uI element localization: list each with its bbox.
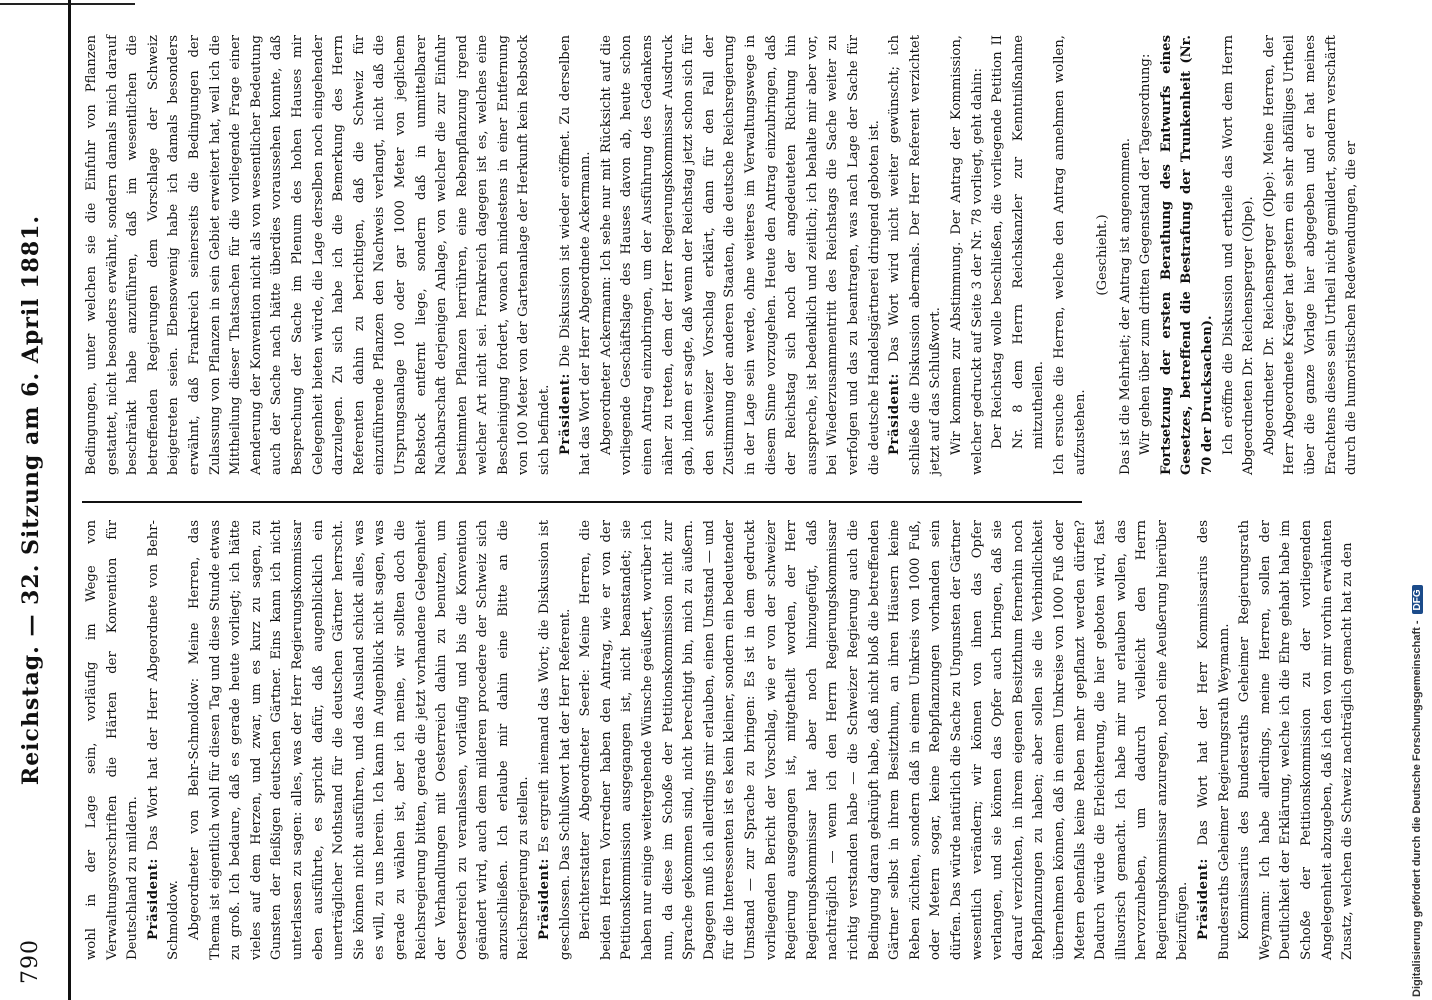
paragraph (1157, 35, 1219, 475)
paragraph-text: Fortsetzung der ersten Berathung des Entwurfs eines Gesetzes, betreffend die Bestrafung der Trunkenheit (Nr. 70 der Drucksachen). (1158, 35, 1216, 475)
paragraph-text: Das Wort hat der Herr Abgeordnete von Behr-Schmoldow. (145, 519, 182, 960)
page-number: 790 (18, 939, 43, 984)
paragraph-text: Die Diskussion ist wieder eröffnet. Zu derselben hat das Wort der Herr Abgeordnete Ackermann. (557, 35, 594, 475)
paragraph (556, 35, 597, 475)
paragraph-text: Wir kommen zur Abstimmung. Der Antrag der Kommission, welcher gedruckt auf Seite 3 der Nr. 78 vorliegt, geht dahin: (948, 35, 985, 475)
paragraph-text: Kommissarius des Bundesraths Geheimer Regierungsrath Weymann: Ich habe allerdings, meine Herren, sollen der Deutlichkeit der Erklärung, welche ich die Ehre gehabt habe im Schoße der Petitionskommission zu der vorliegenden Angelegenheit abzugeben, daß ich den von mir vorhin erwähnten Zusatz, welchen die Schweiz nachträglich gemacht hat zu den (1237, 520, 1356, 960)
paragraph (185, 520, 535, 960)
paragraph-text: Wir gehen über zum dritten Gegenstand der Tagesordnung: (1138, 53, 1154, 455)
paragraph (988, 35, 1050, 449)
paragraph (82, 35, 556, 475)
paragraph-text: wohl in der Lage sein, vorläufig im Wege von Verwaltungsvorschriften die Härten der Konvention für Deutschland zu mildern. (84, 520, 141, 960)
paragraph (1260, 35, 1363, 475)
paragraph (1194, 520, 1235, 960)
paragraph (535, 520, 576, 960)
paragraph-text: Berichterstatter Abgeordneter Seerle: Meine Herren, die beiden Herren Vorredner haben den Antrag, wie er von der Petitionskommission ausgegangen ist, nicht beanstandet; sie haben nur einige weitergehende Wünsche geäußert, worüber ich nun, da diese im Schoße der Petitionskommission nicht zur Sprache gekommen sind, nicht berechtigt bin, mich zu äußern. Dagegen muß ich allerdings mir erlauben, einen Umstand — und für die Interessenten ist es kein kleiner, sondern ein bedeutender Umstand — zur Sprache zu bringen: Es ist in dem gedruckt vorliegenden Bericht der Vorschlag, wie er von der schweizer Regierung ausgegangen ist, mitgetheilt worden, der Herr Regierungskommissar hat aber noch hinzugefügt, daß nachträglich — wenn ich den Herrn Regierungskommissar richtig verstanden habe — die Schweizer Regierung auch die Bedingung daran geknüpft habe, daß nicht bloß die betreffenden Gärtner selbst in ihrem Besitzthum, an ihren Häusern keine Reben züchten, sondern daß in einem Umkreis von 1000 Fuß, oder Metern sogar, keine Rebpflanzungen vorhanden sein dürfen. Das würde natürlich die Sache zu Ungunsten der Gärtner wesentlich verändern; wir können von ihnen das Opfer verlangen, und sie können das Opfer auch bringen, daß sie darauf verzichten, in ihrem eigenen Besitzthum fernerhin noch Rebpflanzungen zu haben; aber sollen sie die Verbindlichkeit übernehmen können, daß in einem Umkreise von 1000 Fuß oder Metern ebenfalls keine Reben mehr gepflanzt werden dürfen? Dadurch würde die Erleichterung, die hier geboten wird, fast illusorisch gemacht. Ich habe mir nur erlauben wollen, das hervorzuheben, um dadurch vielleicht den Herrn Regierungskommissar anzuregen, noch eine Aeußerung hierüber beizufügen. (578, 520, 1191, 960)
page-title: Reichstag. — 32. Sitzung am 6. April 1881. (18, 214, 44, 786)
paragraph-text: (Geschieht.) (1095, 214, 1111, 296)
paragraph-text: Bedingungen, unter welchen sie die Einfuhr von Pflanzen gestattet, nicht besonders erwähnt, sondern damals mich darauf beschränkt habe anzuführen, daß im wesentlichen die betreffenden Regierungen dem Vorschlage der Schweiz beigetreten seien. Ebensowenig habe ich damals besonders erwähnt, daß Frankreich seinerseits die Bedingungen der Zulassung von Pflanzen in sein Gebiet erweitert hat, weil ich die Mittheilung dieser Thatsachen für die vorliegende Frage einer Aenderung der Konvention nicht als von wesentlicher Bedeutung auch der Sache nach hätte überdies voraussehen konnte, daß Besprechung der Sache im Plenum des hohen Hauses mir Gelegenheit bieten würde, die Lage derselben noch eingehender darzulegen. Zu sich habe ich die Bemerkung des Herrn Referenten dahin zu berichtigen, daß die Schweiz für einzuführende Pflanzen den Nachweis verlangt, nicht daß die Ursprungsanlage 100 oder gar 1000 Meter von jeglichem Rebstock entfernt liege, sondern daß in unmittelbarer Nachbarschaft derjenigen Anlage, von welcher die zur Einfuhr bestimmten Pflanzen herrühren, eine Rebenpflanzung irgend welcher Art nicht sei. Frankreich dagegen ist es, welches eine Bescheinigung fordert, wonach mindestens in einer Entfernung von 100 Meter von der Gartenanlage der Herkunft kein Rebstock sich befindet. (84, 35, 553, 475)
paragraph-text: Abgeordneter Ackermann: Ich sehe nur mit Rücksicht auf die vorliegende Geschäftslage des Hauses davon ab, heute schon einen Antrag einzubringen, um der Ausführung des Gedankens näher zu treten, dem der Herr Regierungskommissar Ausdruck gab, indem er sagte, daß wenn der Reichstag jetzt schon sich für den schweizer Vorschlag erklärt, dann für den Fall der Zustimmung der anderen Staaten, die deutsche Reichsregierung in der Lage sein werde, ohne weiteres im Verwaltungswege in diesem Sinne vorzugehen. Heute den Antrag einzubringen, daß der Reichstag sich noch der angedeuteten Richtung hin ausspreche, ist bedenklich und zeitlich; ich behalte mir aber vor, bei Wiederzusammentritt des Reichstags die Sache weiter zu verfolgen und das zu beantragen, was nach Lage der Sache für die deutsche Handelsgärtnerei dringend geboten ist. (598, 35, 882, 475)
paragraph (947, 35, 988, 475)
paragraph-text: Ich ersuche die Herren, welche den Antrag annehmen wollen, aufzustehen. (1051, 35, 1088, 475)
paragraph-text: Abgeordneter Dr. Reichensperger (Olpe): Meine Herren, der Herr Abgeordnete Kräger hat gestern ein sehr abfälliges Urtheil über die ganze Vorlage hier abgegeben und er hat meines Erachtens dieses sein Urtheil nicht gemildert, sondern verschärft durch die humoristischen Redewendungen, die er (1261, 35, 1360, 475)
paragraph (885, 35, 947, 475)
paragraph-text: Ich eröffne die Diskussion und ertheile das Wort dem Herrn Abgeordneten Dr. Reichensperger (Olpe). (1220, 35, 1257, 475)
paragraph (1050, 35, 1091, 475)
digitization-credit (1411, 12, 1427, 997)
paragraph (82, 520, 144, 960)
paragraph-text: Das Wort wird nicht weiter gewünscht; ich schließe die Diskussion abermals. Der Herr Referent verzichtet jetzt auf das Schlußwort. (887, 35, 944, 475)
paragraph (1219, 35, 1260, 475)
speaker-label: Präsident: (557, 372, 573, 455)
speaker-label: Präsident: (145, 857, 161, 940)
paragraph (1116, 35, 1137, 475)
speaker-label: Präsident: (887, 372, 903, 455)
credit-text: Digitalisierung gefördert durch die Deutsche Forschungsgemeinschaft - (1411, 620, 1423, 997)
left-column (82, 519, 1356, 960)
paragraph (144, 520, 185, 960)
paragraph (576, 520, 1194, 960)
paragraph-text: Das Wort hat der Herr Kommissarius des Bundesraths Geheimer Regierungsrath Weymann. (1196, 520, 1232, 960)
paragraph-text: Das ist die Mehrheit; der Antrag ist angenommen. (1117, 138, 1133, 475)
paragraph-text: Es ergreift niemand das Wort; die Diskussion ist geschlossen. Das Schlußwort hat der Herr Referent. (537, 520, 573, 960)
paragraph (1093, 35, 1114, 475)
paragraph (597, 35, 885, 475)
speaker-label: Präsident: (1196, 857, 1212, 940)
right-column (82, 35, 1360, 475)
page-header (18, 0, 52, 1000)
column-divider (82, 501, 1082, 503)
paragraph (1235, 520, 1359, 960)
paragraph (1136, 35, 1157, 475)
dfg-logo: DFG (1412, 585, 1423, 614)
speaker-label: Präsident: (537, 857, 553, 940)
header-rule (68, 0, 71, 1000)
paragraph-text: Abgeordneter von Behr-Schmoldow: Meine Herren, das Thema ist eigentlich wohl für diesen Tag und diese Stunde etwas zu groß. Ich bedaure, daß es gerade heute vorliegt; ich hätte vieles auf dem Herzen, und zwar, um es kurz zu sagen, zu Gunsten der fleißigen deutschen Gärtner. Eins kann ich nicht unterlassen zu sagen: alles, was der Herr Regierungskommissar eben ausführte, es spricht dafür, daß augenblicklich ein unerträglicher Nothstand für die deutschen Gärtner herrscht. Sie können nicht ausführen, und das Ausland schickt alles, was es will, zu uns herein. Ich kann im Augenblick nicht sagen, was gerade zu wählen ist, aber ich meine, wir sollten doch die Reichsregierung bitten, gerade die jetzt vorhandene Gelegenheit der Verhandlungen mit Oesterreich dahin zu benutzen, um Oesterreich zu veranlassen, vorläufig und bis die Konvention geändert wird, auch dem milderen procedere der Schweiz sich anzuschließen. Ich erlaube mir dahin eine Bitte an die Reichsregierung zu stellen. (186, 520, 532, 960)
paragraph-text: Der Reichstag wolle beschließen, die vorliegende Petition II Nr. 8 dem Herrn Reichskanzler zur Kenntnißnahme mitzutheilen. (990, 35, 1047, 449)
